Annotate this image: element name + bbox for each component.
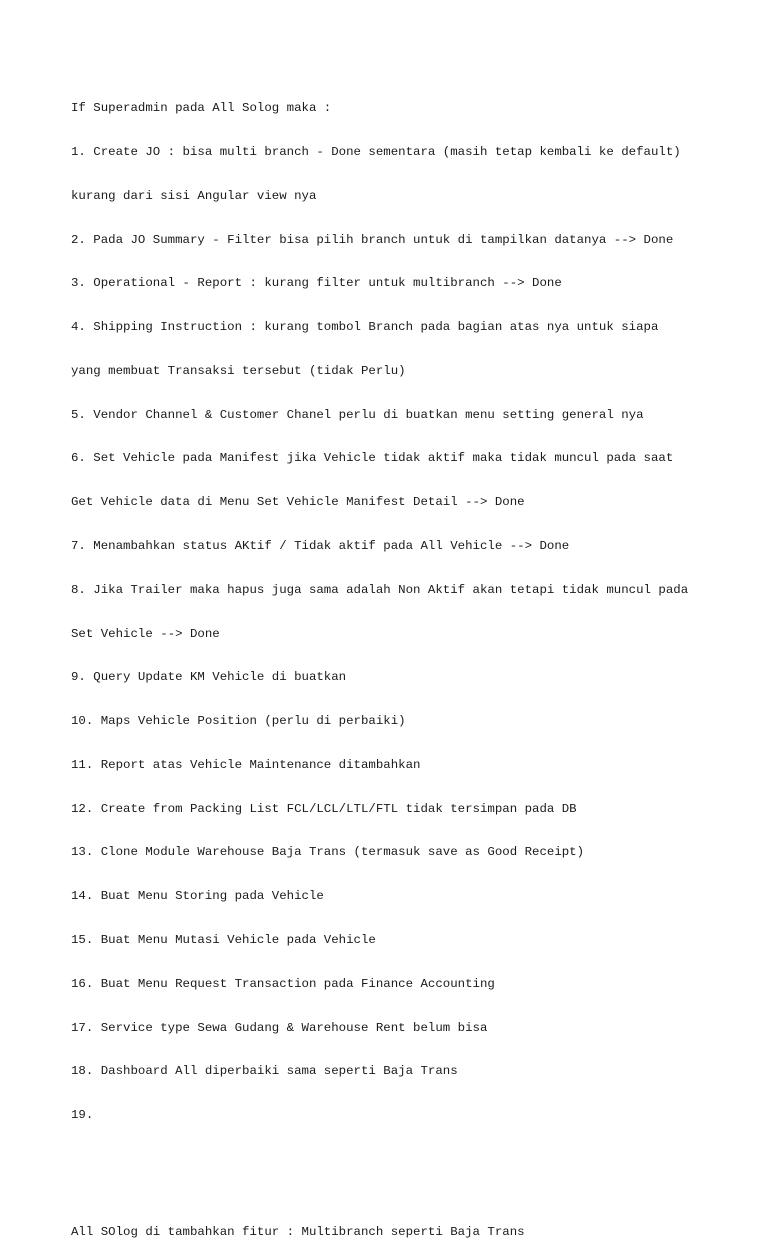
list-line: 3. Operational - Report : kurang filter untuk multibranch --> Done <box>71 276 562 291</box>
document-heading: If Superadmin pada All Solog maka : <box>71 101 332 116</box>
blank-space <box>71 1152 751 1196</box>
list-line: 10. Maps Vehicle Position (perlu di perbaiki) <box>71 714 406 729</box>
list-line: 9. Query Update KM Vehicle di buatkan <box>71 670 347 685</box>
list-line: yang membuat Transaksi tersebut (tidak Perlu) <box>71 363 406 378</box>
list-line: Get Vehicle data di Menu Set Vehicle Manifest Detail --> Done <box>71 495 525 510</box>
list-line: 1. Create JO : bisa multi branch - Done sementara (masih tetap kembali ke default) <box>71 144 681 159</box>
list-line: 14. Buat Menu Storing pada Vehicle <box>71 889 324 904</box>
list-line: 2. Pada JO Summary - Filter bisa pilih branch untuk di tampilkan datanya --> Done <box>71 232 674 247</box>
list-line: 18. Dashboard All diperbaiki sama seperti Baja Trans <box>71 1064 458 1079</box>
list-line: 17. Service type Sewa Gudang & Warehouse Rent belum bisa <box>71 1020 488 1035</box>
list-line: 11. Report atas Vehicle Maintenance ditambahkan <box>71 757 421 772</box>
list-line: kurang dari sisi Angular view nya <box>71 188 317 203</box>
list-line: 5. Vendor Channel & Customer Chanel perlu di buatkan menu setting general nya <box>71 407 644 422</box>
list-line: 8. Jika Trailer maka hapus juga sama adalah Non Aktif akan tetapi tidak muncul pada <box>71 582 689 597</box>
list-line: 13. Clone Module Warehouse Baja Trans (termasuk save as Good Receipt) <box>71 845 585 860</box>
list-line: 7. Menambahkan status AKtif / Tidak aktif pada All Vehicle --> Done <box>71 539 570 553</box>
document-footer-note: All SOlog di tambahkan fitur : Multibranch seperti Baja Trans <box>71 1224 525 1239</box>
list-line: 12. Create from Packing List FCL/LCL/LTL/FTL tidak tersimpan pada DB <box>71 801 577 816</box>
list-line: Set Vehicle --> Done <box>71 626 220 641</box>
list-line: 4. Shipping Instruction : kurang tombol Branch pada bagian atas nya untuk siapa <box>71 320 659 335</box>
list-line: 16. Buat Menu Request Transaction pada Finance Accounting <box>71 976 495 991</box>
list-line: 19. <box>71 1108 94 1123</box>
list-line: 6. Set Vehicle pada Manifest jika Vehicle tidak aktif maka tidak muncul pada saat <box>71 451 674 466</box>
list-line: 15. Buat Menu Mutasi Vehicle pada Vehicle <box>71 933 376 948</box>
document-body <box>71 72 751 1254</box>
